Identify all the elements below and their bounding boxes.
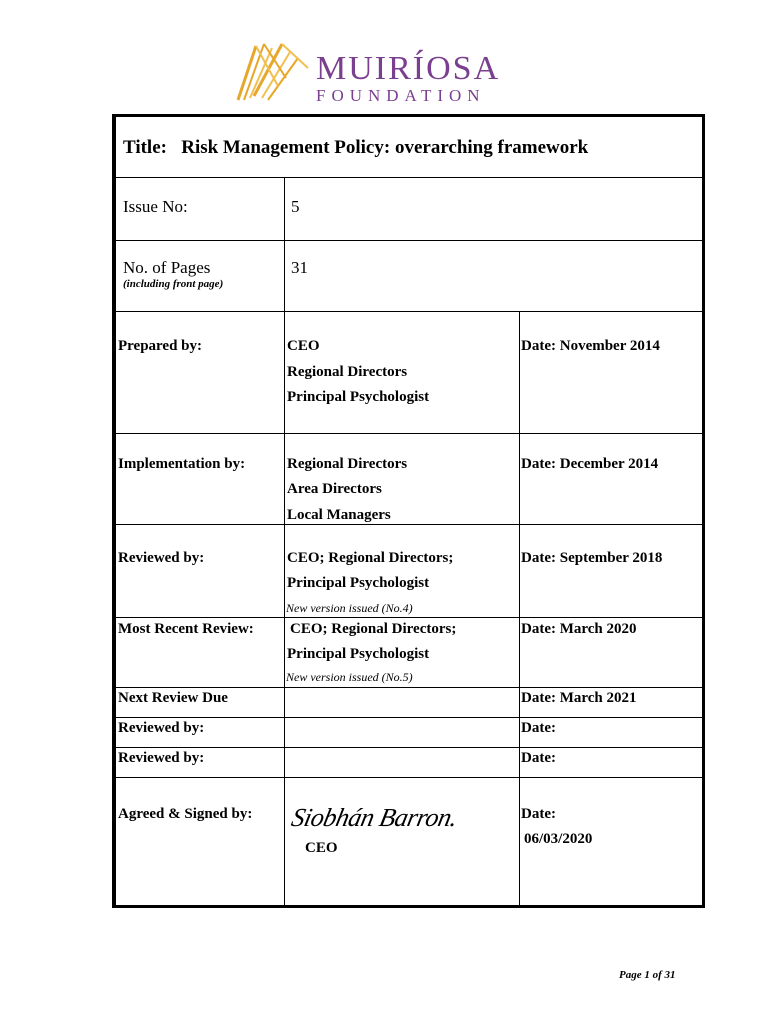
- reviewed-date: Date: September 2018: [521, 550, 663, 566]
- document-title: Title: Risk Management Policy: overarching framework: [123, 137, 589, 158]
- prepared-date: Date: November 2014: [521, 338, 660, 354]
- reviewed-note: New version issued (No.4): [286, 601, 413, 615]
- implementation-name: Local Managers: [287, 507, 391, 523]
- implementation-name: Area Directors: [287, 481, 382, 497]
- signed-date: 06/03/2020: [524, 831, 593, 847]
- recent-review-name: CEO; Regional Directors;: [290, 621, 457, 637]
- recent-review-name: Principal Psychologist: [287, 646, 430, 662]
- recent-review-note: New version issued (No.5): [286, 670, 413, 684]
- reviewed-label: Reviewed by:: [118, 720, 205, 736]
- reviewed-date: Date:: [521, 750, 556, 766]
- reviewed-label: Reviewed by:: [118, 550, 205, 566]
- recent-review-date: Date: March 2020: [521, 621, 637, 637]
- next-review-label: Next Review Due: [118, 690, 228, 706]
- signature: Siobhán Barron.: [289, 803, 461, 832]
- pages-value: 31: [291, 258, 308, 277]
- issue-label: Issue No:: [123, 197, 188, 216]
- signed-label: Agreed & Signed by:: [118, 806, 253, 822]
- prepared-name: Regional Directors: [287, 364, 408, 380]
- logo-subtitle: FOUNDATION: [316, 86, 486, 105]
- implementation-date: Date: December 2014: [521, 456, 659, 472]
- reviewed-name: CEO; Regional Directors;: [287, 550, 454, 566]
- logo-mark-icon: [234, 38, 314, 104]
- prepared-name: CEO: [287, 338, 320, 354]
- reviewed-label: Reviewed by:: [118, 750, 205, 766]
- pages-label: No. of Pages: [123, 258, 211, 277]
- issue-value: 5: [291, 197, 300, 216]
- signer-role: CEO: [305, 840, 338, 856]
- implementation-label: Implementation by:: [118, 456, 246, 472]
- reviewed-name: Principal Psychologist: [287, 575, 430, 591]
- signed-date-label: Date:: [521, 806, 556, 822]
- implementation-name: Regional Directors: [287, 456, 408, 472]
- reviewed-date: Date:: [521, 720, 556, 736]
- prepared-label: Prepared by:: [118, 338, 203, 354]
- recent-review-label: Most Recent Review:: [118, 621, 254, 637]
- pages-note: (including front page): [123, 278, 224, 290]
- page-number: Page 1 of 31: [619, 969, 676, 981]
- next-review-date: Date: March 2021: [521, 690, 637, 706]
- prepared-name: Principal Psychologist: [287, 389, 430, 405]
- logo-name: MUIRÍOSA: [316, 50, 501, 87]
